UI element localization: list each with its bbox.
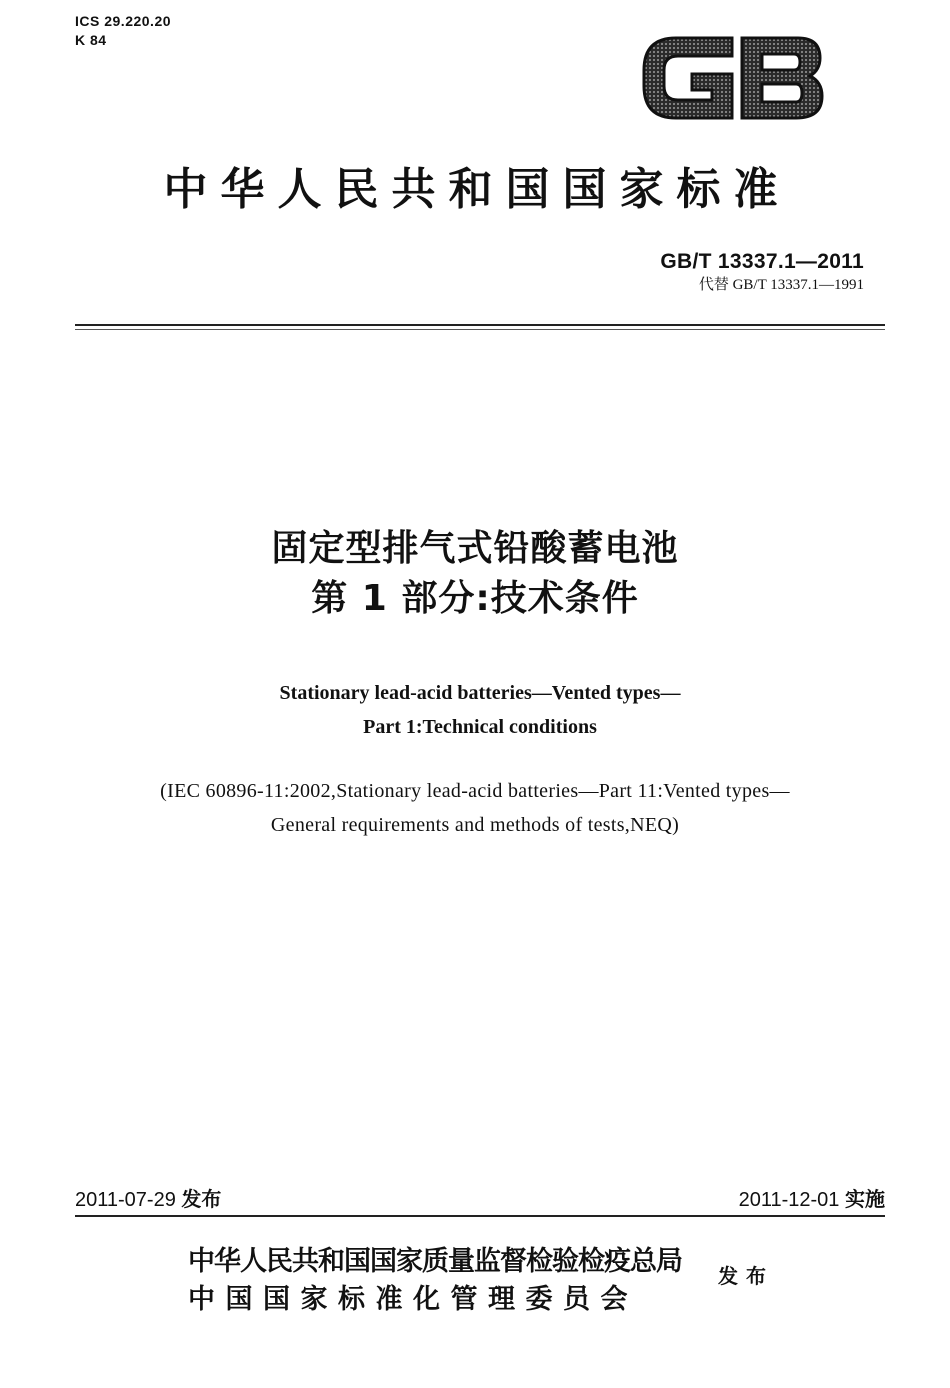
issue-date: 2011-07-29	[75, 1189, 176, 1211]
issue-label: 发布	[181, 1187, 222, 1211]
issue-date-block	[75, 1185, 221, 1214]
implement-date-block	[739, 1185, 885, 1214]
issuer-line1: 中华人民共和国国家质量监督检验检疫总局	[188, 1246, 682, 1277]
english-title	[0, 676, 950, 744]
publish-label: 发布	[718, 1264, 774, 1288]
standard-number-block	[660, 249, 864, 295]
chinese-title-line1: 固定型排气式铅酸蓄电池	[271, 528, 679, 569]
replaces-standard: 代替 GB/T 13337.1—1991	[698, 277, 864, 293]
iec-reference	[0, 774, 950, 842]
classification-codes	[75, 12, 171, 50]
ics-code: ICS 29.220.20	[75, 13, 172, 29]
header-divider	[75, 324, 885, 326]
issuing-organizations	[188, 1243, 682, 1319]
national-standard-title: 中华人民共和国国家标准	[163, 164, 791, 215]
iec-reference-line1: (IEC 60896-11:2002,Stationary lead-acid batteries—Part 11:Vented types—	[160, 780, 790, 802]
chinese-title	[0, 524, 950, 624]
english-title-line1: Stationary lead-acid batteries—Vented types—	[279, 682, 681, 704]
standard-number: GB/T 13337.1—2011	[660, 250, 864, 273]
implement-date: 2011-12-01	[738, 1189, 840, 1211]
footer-divider	[75, 1215, 885, 1217]
ccs-code: K 84	[75, 32, 107, 48]
gb-logo	[636, 30, 828, 126]
chinese-title-line2: 第 1 部分:技术条件	[311, 578, 639, 619]
header-divider-thin	[75, 329, 885, 330]
english-title-line2: Part 1:Technical conditions	[363, 716, 597, 738]
iec-reference-line2: General requirements and methods of tests,NEQ)	[270, 814, 680, 836]
implement-label: 实施	[845, 1187, 885, 1211]
issuer-line2: 中国国家标准化管理委员会	[188, 1284, 638, 1315]
